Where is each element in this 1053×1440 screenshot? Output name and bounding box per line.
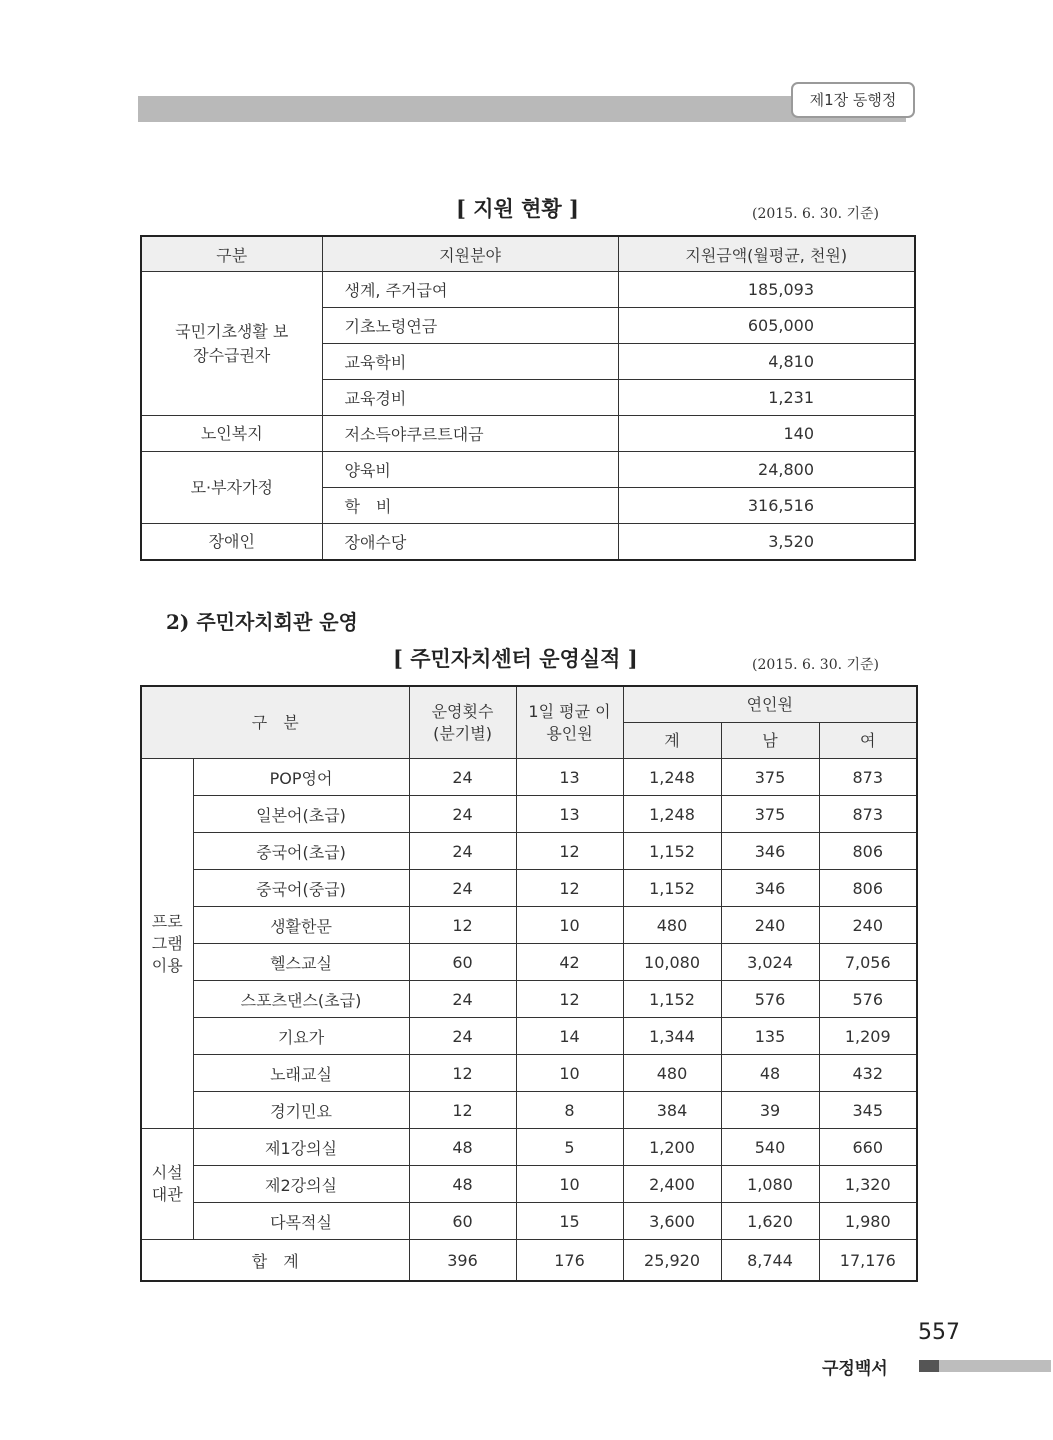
amount-cell: 24,800 [618, 452, 915, 488]
item-cell: 기요가 [193, 1018, 409, 1055]
total-cell: 384 [623, 1092, 721, 1129]
count-cell: 48 [409, 1166, 516, 1203]
book-name: 구정백서 [822, 1359, 888, 1379]
avg-cell: 12 [516, 981, 623, 1018]
female-cell: 1,980 [819, 1203, 917, 1240]
group-cell: 프로 그램 이용 [141, 759, 193, 1129]
total-cell: 1,152 [623, 981, 721, 1018]
item-cell: 제2강의실 [193, 1166, 409, 1203]
center-performance-table [140, 685, 918, 1282]
table-row [141, 452, 915, 488]
chapter-tab: 제1장 동행정 [791, 82, 915, 118]
sum-male-cell: 8,744 [721, 1240, 819, 1282]
total-cell: 3,600 [623, 1203, 721, 1240]
male-cell: 135 [721, 1018, 819, 1055]
count-cell: 24 [409, 1018, 516, 1055]
header-female: 여 [819, 723, 917, 759]
support-status-table [140, 235, 916, 561]
amount-cell: 4,810 [618, 344, 915, 380]
field-cell: 학 비 [322, 488, 618, 524]
male-cell: 1,620 [721, 1203, 819, 1240]
table2-basis: (2015. 6. 30. 기준) [752, 657, 880, 673]
female-cell: 1,209 [819, 1018, 917, 1055]
table-row [141, 833, 917, 870]
total-cell: 1,248 [623, 796, 721, 833]
avg-cell: 13 [516, 759, 623, 796]
amount-cell: 140 [618, 416, 915, 452]
male-cell: 240 [721, 907, 819, 944]
header-category: 구 분 [141, 686, 409, 759]
count-cell: 12 [409, 1092, 516, 1129]
table-row [141, 1018, 917, 1055]
table-row [141, 944, 917, 981]
male-cell: 346 [721, 833, 819, 870]
total-cell: 1,200 [623, 1129, 721, 1166]
footer-bar-light [939, 1360, 1051, 1372]
male-cell: 375 [721, 796, 819, 833]
footer-bar-dark [919, 1360, 939, 1372]
item-cell: 노래교실 [193, 1055, 409, 1092]
count-cell: 12 [409, 1055, 516, 1092]
item-cell: 경기민요 [193, 1092, 409, 1129]
avg-cell: 10 [516, 1166, 623, 1203]
total-cell: 480 [623, 907, 721, 944]
table-row [141, 1129, 917, 1166]
table-row [141, 416, 915, 452]
total-cell: 1,152 [623, 870, 721, 907]
amount-cell: 1,231 [618, 380, 915, 416]
total-cell: 1,248 [623, 759, 721, 796]
sum-avg-cell: 176 [516, 1240, 623, 1282]
header-annual: 연인원 [623, 686, 917, 723]
male-cell: 48 [721, 1055, 819, 1092]
avg-cell: 10 [516, 1055, 623, 1092]
avg-cell: 14 [516, 1018, 623, 1055]
group-cell: 시설 대관 [141, 1129, 193, 1240]
female-cell: 1,320 [819, 1166, 917, 1203]
count-cell: 24 [409, 759, 516, 796]
item-cell: POP영어 [193, 759, 409, 796]
sum-total-cell: 25,920 [623, 1240, 721, 1282]
table-row [141, 1166, 917, 1203]
header-category: 구분 [141, 236, 322, 272]
item-cell: 중국어(중급) [193, 870, 409, 907]
table-header-row [141, 686, 917, 723]
group-cell: 장애인 [141, 524, 322, 561]
field-cell: 양육비 [322, 452, 618, 488]
group-cell: 국민기초생활 보장수급권자 [141, 272, 322, 416]
item-cell: 헬스교실 [193, 944, 409, 981]
female-cell: 873 [819, 796, 917, 833]
female-cell: 806 [819, 870, 917, 907]
amount-cell: 185,093 [618, 272, 915, 308]
table-row [141, 870, 917, 907]
avg-cell: 13 [516, 796, 623, 833]
table2-title: [ 주민자치센터 운영실적 ] [393, 646, 638, 671]
female-cell: 7,056 [819, 944, 917, 981]
field-cell: 교육학비 [322, 344, 618, 380]
group-cell: 모·부자가정 [141, 452, 322, 524]
table-body [141, 759, 917, 1282]
table-row [141, 759, 917, 796]
female-cell: 240 [819, 907, 917, 944]
group-cell: 노인복지 [141, 416, 322, 452]
field-cell: 기초노령연금 [322, 308, 618, 344]
amount-cell: 316,516 [618, 488, 915, 524]
avg-cell: 12 [516, 870, 623, 907]
male-cell: 3,024 [721, 944, 819, 981]
table-header-row [141, 236, 915, 272]
field-cell: 저소득야쿠르트대금 [322, 416, 618, 452]
count-cell: 24 [409, 870, 516, 907]
table-row [141, 796, 917, 833]
sum-label: 합 계 [141, 1240, 409, 1282]
male-cell: 375 [721, 759, 819, 796]
count-cell: 60 [409, 1203, 516, 1240]
item-cell: 스포츠댄스(초급) [193, 981, 409, 1018]
female-cell: 660 [819, 1129, 917, 1166]
header-male: 남 [721, 723, 819, 759]
item-cell: 제1강의실 [193, 1129, 409, 1166]
header-total: 계 [623, 723, 721, 759]
field-cell: 교육경비 [322, 380, 618, 416]
header-field: 지원분야 [322, 236, 618, 272]
count-cell: 24 [409, 833, 516, 870]
amount-cell: 605,000 [618, 308, 915, 344]
sum-female-cell: 17,176 [819, 1240, 917, 1282]
count-cell: 48 [409, 1129, 516, 1166]
male-cell: 39 [721, 1092, 819, 1129]
female-cell: 576 [819, 981, 917, 1018]
table-row [141, 1055, 917, 1092]
female-cell: 806 [819, 833, 917, 870]
count-cell: 24 [409, 981, 516, 1018]
total-cell: 480 [623, 1055, 721, 1092]
header-count: 운영횟수 (분기별) [409, 686, 516, 759]
table-row [141, 981, 917, 1018]
avg-cell: 10 [516, 907, 623, 944]
section-title: 2) 주민자치회관 운영 [166, 610, 358, 634]
page-number: 557 [918, 1320, 960, 1345]
item-cell: 중국어(초급) [193, 833, 409, 870]
female-cell: 345 [819, 1092, 917, 1129]
table-row [141, 1092, 917, 1129]
count-cell: 12 [409, 907, 516, 944]
avg-cell: 8 [516, 1092, 623, 1129]
item-cell: 다목적실 [193, 1203, 409, 1240]
avg-cell: 12 [516, 833, 623, 870]
male-cell: 1,080 [721, 1166, 819, 1203]
amount-cell: 3,520 [618, 524, 915, 561]
table-row [141, 524, 915, 561]
total-cell: 2,400 [623, 1166, 721, 1203]
count-cell: 60 [409, 944, 516, 981]
total-cell: 1,152 [623, 833, 721, 870]
female-cell: 873 [819, 759, 917, 796]
item-cell: 일본어(초급) [193, 796, 409, 833]
field-cell: 장애수당 [322, 524, 618, 561]
sum-count-cell: 396 [409, 1240, 516, 1282]
female-cell: 432 [819, 1055, 917, 1092]
avg-cell: 15 [516, 1203, 623, 1240]
table-row [141, 1203, 917, 1240]
avg-cell: 5 [516, 1129, 623, 1166]
table1-title: [ 지원 현황 ] [456, 196, 579, 221]
table-row [141, 272, 915, 308]
count-cell: 24 [409, 796, 516, 833]
avg-cell: 42 [516, 944, 623, 981]
item-cell: 생활한문 [193, 907, 409, 944]
table1-basis: (2015. 6. 30. 기준) [752, 206, 880, 222]
male-cell: 540 [721, 1129, 819, 1166]
sum-row [141, 1240, 917, 1282]
table-row [141, 907, 917, 944]
field-cell: 생계, 주거급여 [322, 272, 618, 308]
total-cell: 10,080 [623, 944, 721, 981]
male-cell: 576 [721, 981, 819, 1018]
header-amount: 지원금액(월평균, 천원) [618, 236, 915, 272]
header-avg: 1일 평균 이용인원 [516, 686, 623, 759]
male-cell: 346 [721, 870, 819, 907]
total-cell: 1,344 [623, 1018, 721, 1055]
